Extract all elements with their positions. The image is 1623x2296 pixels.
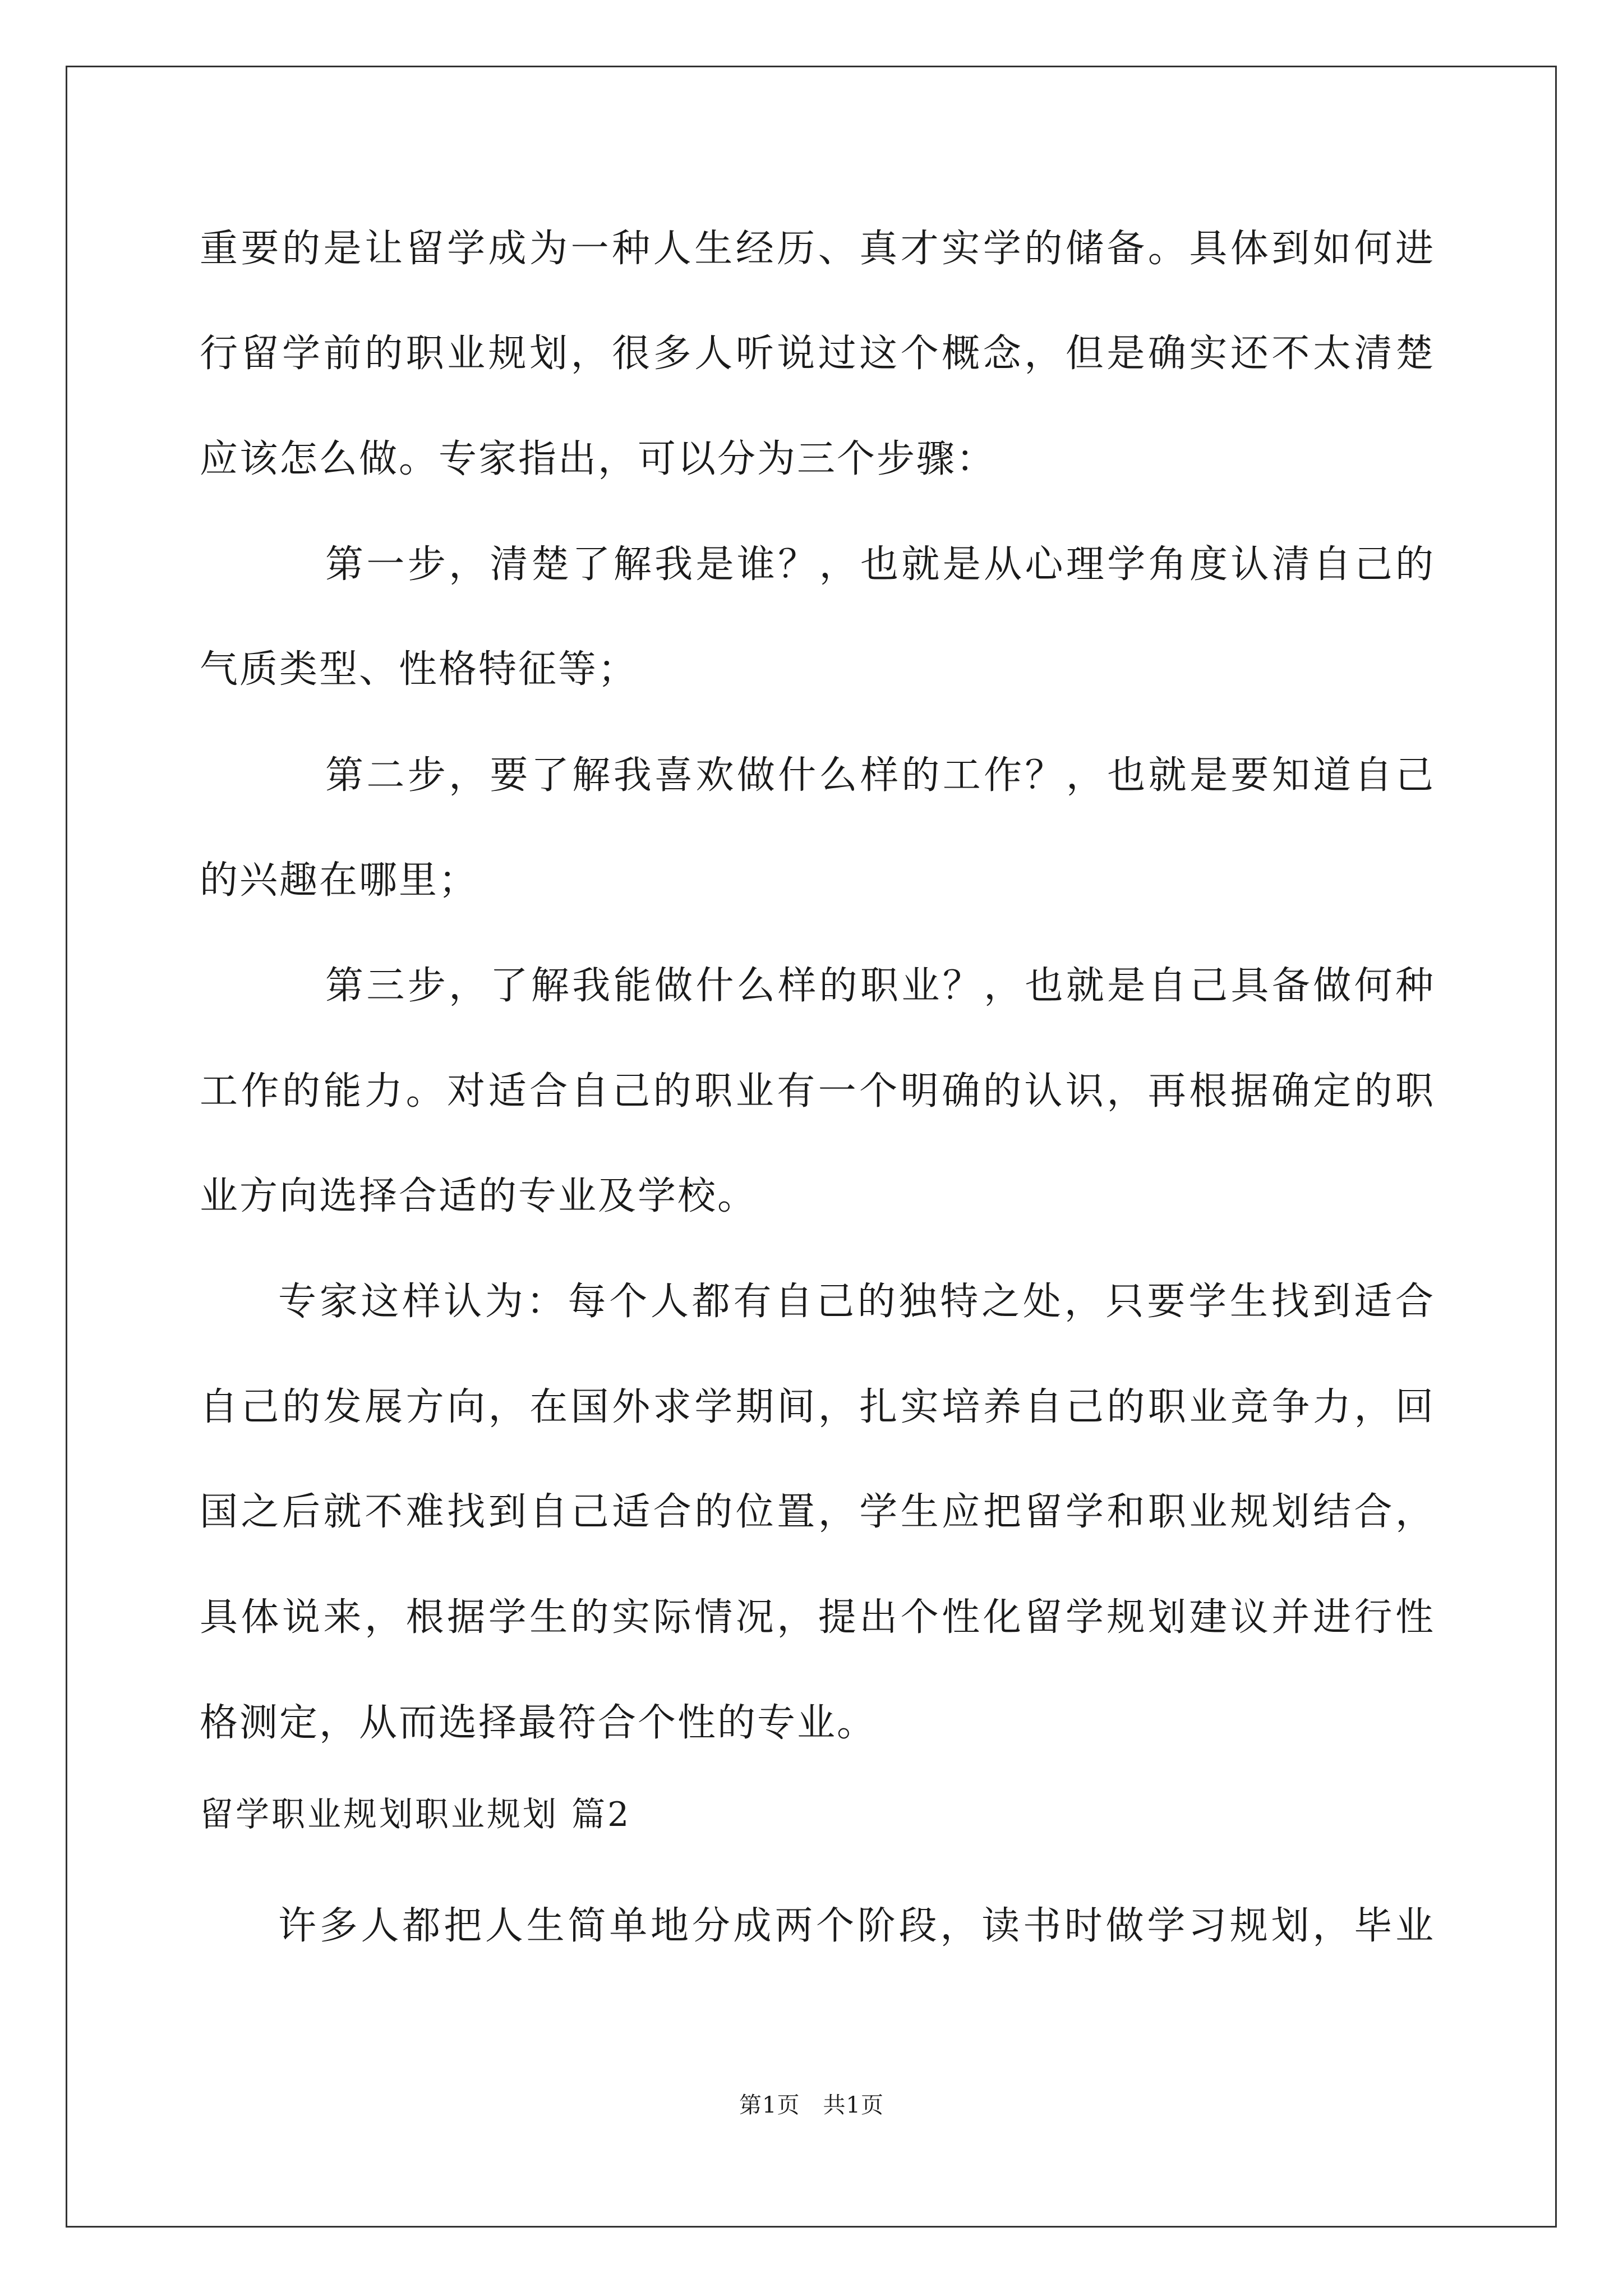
body-line: 行留学前的职业规划，很多人听说过这个概念，但是确实还不太清楚 xyxy=(200,332,1433,376)
body-line: 的兴趣在哪里； xyxy=(200,858,479,903)
body-line: 具体说来，根据学生的实际情况，提出个性化留学规划建议并进行性 xyxy=(200,1595,1433,1640)
step-three-line: 第三步，了解我能做什么样的职业？，也就是自己具备做何种 xyxy=(325,964,1433,1008)
page-border xyxy=(66,66,1557,2228)
body-line: 自己的发展方向，在国外求学期间，扎实培养自己的职业竞争力，回 xyxy=(200,1385,1433,1429)
body-line: 应该怎么做。专家指出，可以分为三个步骤： xyxy=(200,437,997,481)
step-one-line: 第一步，清楚了解我是谁？，也就是从心理学角度认清自己的 xyxy=(325,542,1433,587)
section-heading: 留学职业规划职业规划 篇2 xyxy=(200,1795,631,1834)
body-line: 气质类型、性格特征等； xyxy=(200,647,638,692)
body-line: 工作的能力。对适合自己的职业有一个明确的认识，再根据确定的职 xyxy=(200,1069,1433,1114)
body-line: 格测定，从而选择最符合个性的专业。 xyxy=(200,1701,877,1745)
body-line: 业方向选择合适的专业及学校。 xyxy=(200,1174,758,1218)
step-two-line: 第二步，要了解我喜欢做什么样的工作？，也就是要知道自己 xyxy=(325,753,1433,798)
paragraph-start-line: 专家这样认为：每个人都有自己的独特之处，只要学生找到适合 xyxy=(278,1280,1433,1324)
page-footer: 第1页 共1页 xyxy=(739,2092,884,2118)
body-line: 国之后就不难找到自己适合的位置，学生应把留学和职业规划结合， xyxy=(200,1490,1433,1534)
paragraph-start-line: 许多人都把人生简单地分成两个阶段，读书时做学习规划，毕业 xyxy=(278,1904,1433,1948)
body-line: 重要的是让留学成为一种人生经历、真才实学的储备。具体到如何进 xyxy=(200,227,1433,271)
